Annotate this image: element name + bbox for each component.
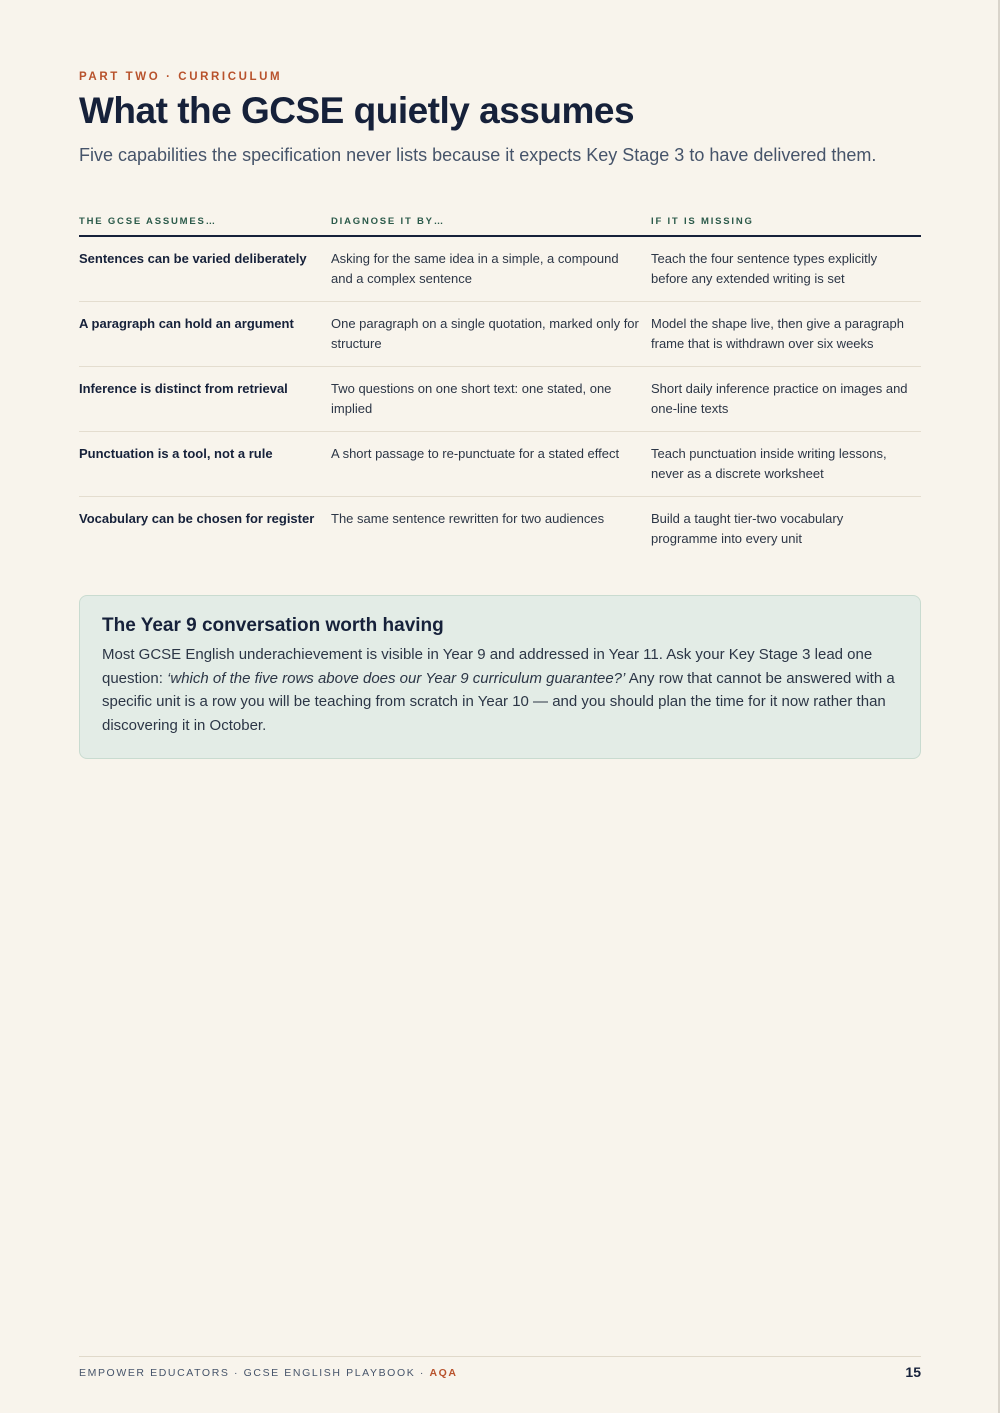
table-row [79,432,921,497]
callout-body-intro: Most GCSE English underachievement is visible in Year 9 and addressed in Year 11. Ask your Key Stage 3 lead one question: [102,646,873,687]
table-row [79,367,921,432]
diagnose-cell: Asking for the same idea in a simple, a compound and a complex sentence [331,236,651,302]
assumes-cell: A paragraph can hold an argument [79,302,331,367]
column-header-diagnose: DIAGNOSE IT BY… [331,211,651,236]
page [79,0,921,1413]
page-title: What the GCSE quietly assumes [79,90,635,131]
footer-running-title [79,1367,458,1379]
diagnose-cell: Two questions on one short text: one stated, one implied [331,367,651,432]
table-row [79,497,921,562]
section-eyebrow: PART TWO · CURRICULUM [79,71,283,83]
footer-publication: EMPOWER EDUCATORS · GCSE ENGLISH PLAYBOOK · [79,1367,430,1379]
assumptions-table [79,211,921,561]
callout-quote: ‘which of the five rows above does our Year 9 curriculum guarantee?’ [167,669,626,687]
missing-cell: Model the shape live, then give a paragraph frame that is withdrawn over six weeks [651,302,921,367]
table-header-row [79,211,921,236]
footer-divider [79,1356,921,1357]
diagnose-cell: One paragraph on a single quotation, marked only for structure [331,302,651,367]
page-number: 15 [905,1364,921,1380]
missing-cell: Build a taught tier-two vocabulary programme into every unit [651,511,844,546]
column-header-assumes: THE GCSE ASSUMES… [79,211,331,236]
missing-cell: Teach the four sentence types explicitly before any extended writing is set [651,236,921,302]
callout-title: The Year 9 conversation worth having [102,615,444,636]
assumes-cell: Sentences can be varied deliberately [79,236,331,302]
column-header-missing: IF IT IS MISSING [651,211,921,236]
table-row [79,302,921,367]
footer-exam-board: AQA [429,1367,458,1379]
callout-body-rest: Any row that cannot be answered with a specific unit is a row you will be teaching from scratch in Year 10 — and you should plan the time for it now rather than discovering it in October. [102,669,895,734]
callout-body [102,643,898,737]
assumes-cell: Vocabulary can be chosen for register [79,511,315,526]
assumes-cell: Inference is distinct from retrieval [79,367,331,432]
missing-cell: Teach punctuation inside writing lessons, never as a discrete worksheet [651,432,921,497]
diagnose-cell: A short passage to re-punctuate for a stated effect [331,432,651,497]
table-row [79,236,921,302]
page-subtitle: Five capabilities the specification never lists because it expects Key Stage 3 to have delivered them. [79,145,877,165]
callout-box [79,595,921,759]
assumes-cell: Punctuation is a tool, not a rule [79,432,331,497]
diagnose-cell: The same sentence rewritten for two audiences [331,511,605,526]
missing-cell: Short daily inference practice on images and one-line texts [651,367,921,432]
